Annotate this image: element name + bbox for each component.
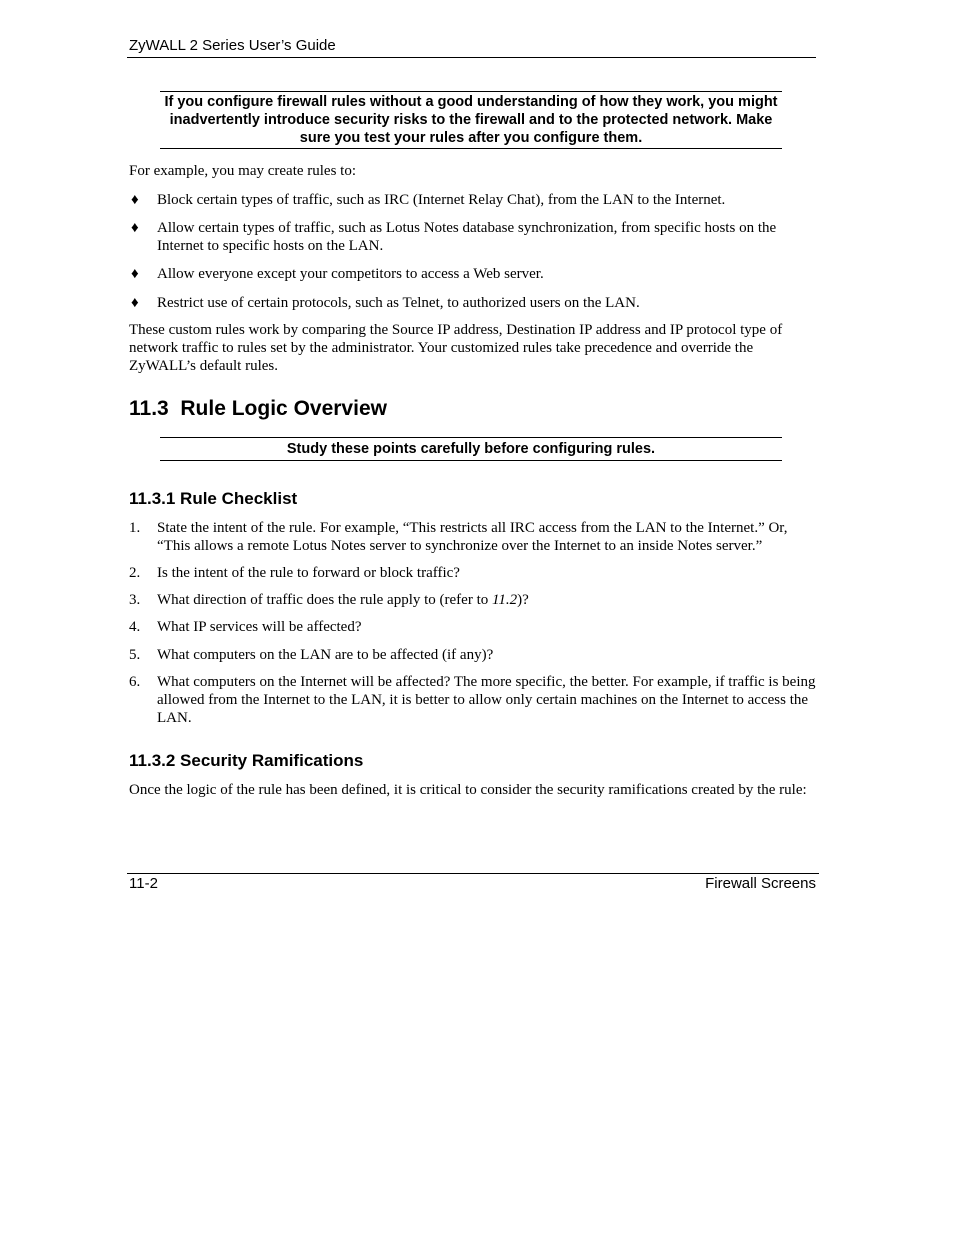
list-number: 2. (129, 565, 141, 581)
list-number: 5. (129, 647, 141, 663)
list-item: State the intent of the rule. For example, “This restricts all IRC access from the LAN to the Internet.” Or, “This allows a remote Lotus Notes server to synchronize over the Internet to an inside Notes server.” (157, 520, 788, 554)
security-ramifications-heading: 11.3.2 Security Ramifications (129, 751, 364, 770)
list-item: What IP services will be affected? (157, 619, 362, 635)
section-heading (129, 396, 387, 422)
section-number: 11.3 (129, 397, 169, 420)
bullet-marker: ♦ (131, 192, 139, 208)
list-item-text: What direction of traffic does the rule apply to (refer to (157, 592, 493, 608)
footer-rule (127, 873, 819, 874)
bullet-marker: ♦ (131, 266, 139, 282)
security-paragraph: Once the logic of the rule has been defined, it is critical to consider the security ramifications created by the rule: (129, 782, 807, 798)
list-item: Is the intent of the rule to forward or block traffic? (157, 565, 460, 581)
section-title: Rule Logic Overview (180, 397, 387, 420)
cross-reference-link[interactable]: 11.2 (492, 592, 518, 608)
bullet-item: Allow everyone except your competitors to access a Web server. (157, 266, 544, 282)
custom-rules-paragraph: These custom rules work by comparing the Source IP address, Destination IP address and IP protocol type of network traffic to rules set by the administrator. Your customized rules take precedence and override the ZyWALL’s default rules. (129, 322, 783, 374)
list-item (157, 591, 817, 609)
list-number: 1. (129, 520, 141, 536)
chapter-title: Firewall Screens (705, 875, 816, 892)
bullet-marker: ♦ (131, 295, 139, 311)
page-number: 11-2 (129, 875, 158, 892)
bullet-item: Restrict use of certain protocols, such as Telnet, to authorized users on the LAN. (157, 295, 640, 311)
warning-note: If you configure firewall rules without a good understanding of how they work, you might inadvertently introduce security risks to the firewall and to the protected network. Make sure you test your rules after you configure them. (160, 91, 782, 149)
study-note: Study these points carefully before configuring rules. (160, 437, 782, 461)
list-number: 3. (129, 592, 141, 608)
bullet-item: Allow certain types of traffic, such as Lotus Notes database synchronization, from specific hosts on the Internet to specific hosts on the LAN. (157, 220, 777, 254)
list-item: What computers on the LAN are to be affected (if any)? (157, 647, 494, 663)
bullet-item: Block certain types of traffic, such as IRC (Internet Relay Chat), from the LAN to the Internet. (157, 192, 726, 208)
list-item-text: )? (517, 592, 529, 608)
header-rule (127, 57, 816, 58)
list-item: What computers on the Internet will be affected? The more specific, the better. For example, if traffic is being allowed from the Internet to the LAN, it is better to allow only certain machines on the Internet to access the LAN. (157, 674, 816, 726)
rule-checklist-heading: 11.3.1 Rule Checklist (129, 489, 298, 508)
intro-paragraph: For example, you may create rules to: (129, 163, 357, 179)
list-number: 6. (129, 674, 141, 690)
bullet-marker: ♦ (131, 220, 139, 236)
list-number: 4. (129, 619, 141, 635)
running-header: ZyWALL 2 Series User’s Guide (129, 37, 336, 54)
